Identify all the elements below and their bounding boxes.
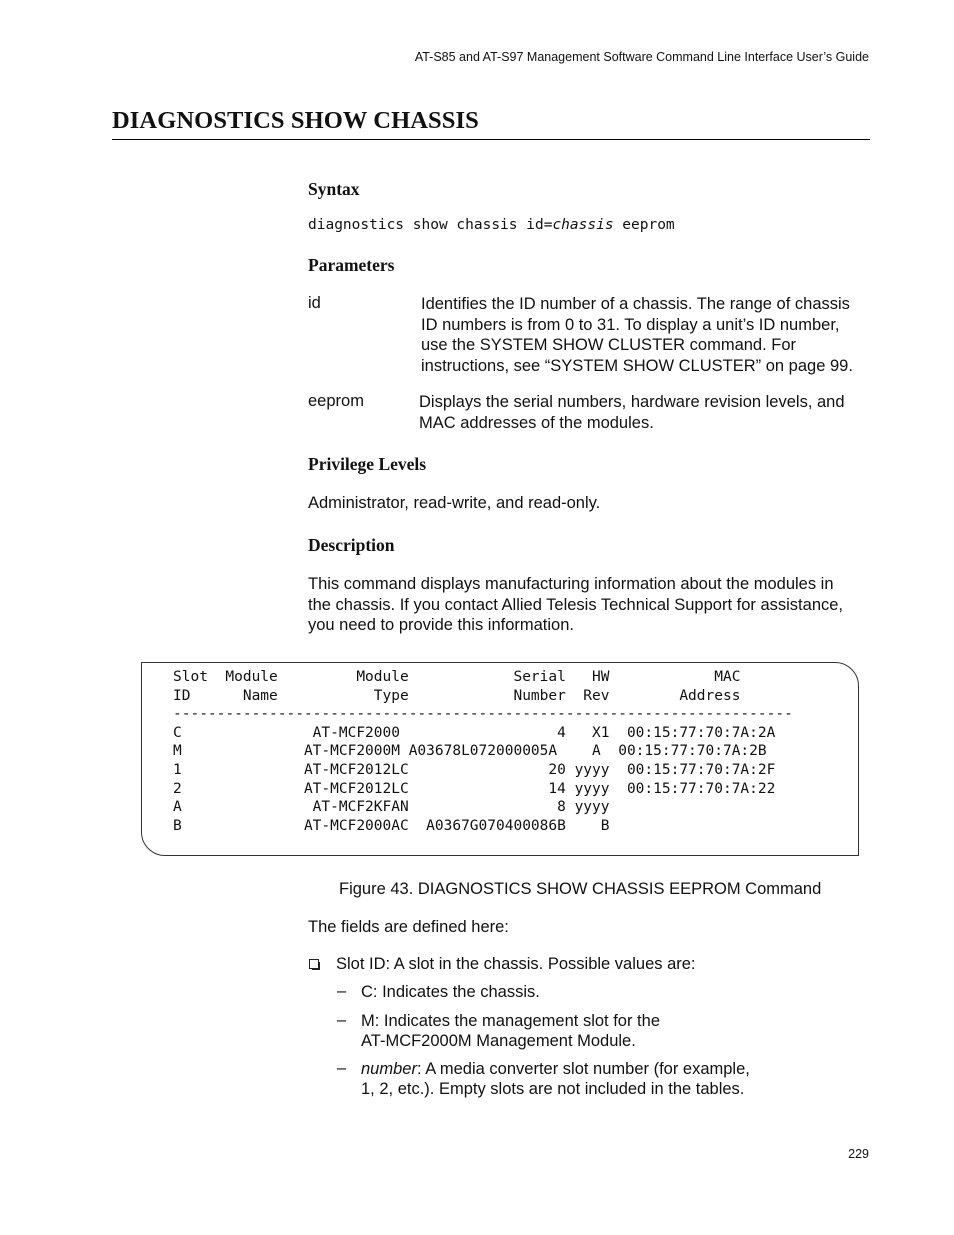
terminal-line: B AT-MCF2000AC A0367G070400086B B xyxy=(173,817,610,834)
subitem-line: 1, 2, etc.). Empty slots are not included in the tables. xyxy=(361,1080,745,1098)
param-name-id: id xyxy=(308,294,321,312)
terminal-line: A AT-MCF2KFAN 8 yyyy xyxy=(173,799,610,816)
subitem-c xyxy=(361,982,540,1002)
figure-caption: Figure 43. DIAGNOSTICS SHOW CHASSIS EEPROM Command xyxy=(339,880,822,898)
bullet-slot-id: Slot ID: A slot in the chassis. Possible values are: xyxy=(336,955,696,973)
fields-intro: The fields are defined here: xyxy=(308,918,509,936)
terminal-line: ID Name Type Number Rev Address xyxy=(173,687,741,704)
terminal-line: C AT-MCF2000 4 X1 00:15:77:70:7A:2A xyxy=(173,724,776,741)
param-desc-line: Identifies the ID number of a chassis. The range of chassis xyxy=(421,295,850,313)
dash-bullet-icon: – xyxy=(337,1011,347,1029)
syntax-command-prefix: diagnostics show chassis id= xyxy=(308,217,553,233)
syntax-command xyxy=(308,217,675,233)
page-number: 229 xyxy=(848,1147,869,1161)
syntax-command-suffix: eeprom xyxy=(613,217,675,233)
terminal-line: 2 AT-MCF2012LC 14 yyyy 00:15:77:70:7A:22 xyxy=(173,780,776,797)
description-line: the chassis. If you contact Allied Telesis Technical Support for assistance, xyxy=(308,595,844,614)
subitem-number xyxy=(361,1059,750,1099)
privilege-heading: Privilege Levels xyxy=(308,454,427,474)
param-desc-eeprom xyxy=(419,392,879,433)
privilege-text: Administrator, read-write, and read-only. xyxy=(308,494,601,512)
subitem-line xyxy=(361,1059,750,1079)
subitem-m xyxy=(361,1011,660,1051)
syntax-heading: Syntax xyxy=(308,179,360,199)
description-text xyxy=(308,574,843,636)
syntax-command-variable: chassis xyxy=(552,217,614,233)
title-rule xyxy=(112,139,870,140)
param-name-eeprom: eeprom xyxy=(308,392,364,410)
subitem-line: M: Indicates the management slot for the xyxy=(361,1012,660,1030)
param-desc-line: MAC addresses of the modules. xyxy=(419,413,654,432)
dash-bullet-icon: – xyxy=(337,982,347,1000)
description-line: This command displays manufacturing information about the modules in xyxy=(308,575,834,593)
subitem-rest: : A media converter slot number (for example, xyxy=(416,1060,750,1078)
terminal-line: ----------------------------------------------------------------------- xyxy=(173,706,793,723)
subitem-line: C: Indicates the chassis. xyxy=(361,983,540,1001)
description-heading: Description xyxy=(308,535,395,555)
terminal-line: M AT-MCF2000M A03678L072000005A A 00:15:77:70:7A:2B xyxy=(173,743,767,760)
param-desc-line: use the SYSTEM SHOW CLUSTER command. For xyxy=(421,336,797,354)
terminal-output xyxy=(173,668,793,835)
subitem-line: AT-MCF2000M Management Module. xyxy=(361,1032,636,1050)
param-desc-line: Displays the serial numbers, hardware revision levels, and xyxy=(419,393,845,411)
dash-bullet-icon: – xyxy=(337,1059,347,1077)
checkbox-bullet-icon xyxy=(309,959,319,969)
param-desc-line: ID numbers is from 0 to 31. To display a unit’s ID number, xyxy=(421,315,840,334)
param-desc-line: instructions, see “SYSTEM SHOW CLUSTER” on page 99. xyxy=(421,356,853,375)
running-header: AT-S85 and AT-S97 Management Software Command Line Interface User’s Guide xyxy=(414,50,869,64)
terminal-line: Slot Module Module Serial HW MAC xyxy=(173,669,741,685)
parameters-heading: Parameters xyxy=(308,255,395,275)
terminal-line: 1 AT-MCF2012LC 20 yyyy 00:15:77:70:7A:2F xyxy=(173,761,776,778)
description-line: you need to provide this information. xyxy=(308,616,574,634)
page-title: DIAGNOSTICS SHOW CHASSIS xyxy=(112,107,479,134)
subitem-italic-term: number xyxy=(361,1060,417,1078)
param-desc-id xyxy=(421,294,881,376)
